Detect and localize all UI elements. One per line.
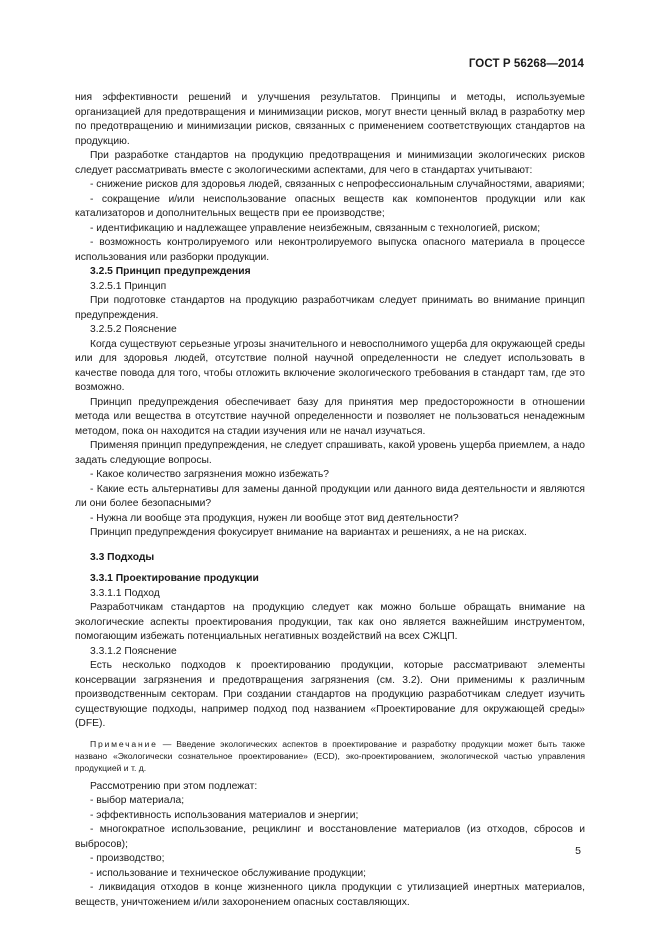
subsection-heading: 3.3.1.1 Подход [90,587,160,599]
subsection-heading: 3.2.5.1 Принцип [90,280,167,292]
paragraph: Есть несколько подходов к проектированию продукции, которые рассматривают элементы консервации загрязнения и предотвращения загрязнения (см. 3.2). Они применимы к различным производственным секторам. При создании стандартов на продукцию разработчикам следует изучить существующие подходы, например подход под названием «Проектирование для окружающей среды» (DFE). [75,660,585,729]
document-code: ГОСТ Р 56268—2014 [468,58,584,70]
list-item: - возможность контролируемого или неконтролируемого выпуска опасного материала в процессе использования или разборки продукции. [75,237,585,263]
section-heading-3-3: 3.3 Подходы [90,551,155,563]
list-item: - многократное использование, рециклинг и восстановление материалов (из отходов, сбросов и выбросов); [75,824,585,850]
subsection-heading: 3.2.5.2 Пояснение [90,324,177,335]
list-item: - Какие есть альтернативы для замены данной продукции или данного вида деятельности и являются ли они более безопасными? [75,483,585,509]
note [75,738,585,774]
list-item: - идентификацию и надлежащее управление неизбежным, связанным с технологией, риском; [90,222,541,234]
section-heading-3-3-1: 3.3.1 Проектирование продукции [90,573,259,584]
paragraph: При подготовке стандартов на продукцию разработчикам следует принимать во внимание принцип предупреждения. [75,295,585,321]
list-item: - эффективность использования материалов и энергии; [90,809,359,821]
page-body [75,91,585,910]
page-number: 5 [575,845,581,857]
paragraph: Разработчикам стандартов на продукцию следует как можно больше обращать внимание на экологические аспекты проектирования продукции, так как оно является важнейшим инструментом, помогающим избежать потенциальных негативных воздействий на всех СЖЦП. [75,602,585,642]
paragraph: Рассмотрению при этом подлежат: [90,780,258,792]
paragraph: Применяя принцип предупреждения, не следует спрашивать, какой уровень ущерба приемлем, а надо задать следующие вопросы. [75,440,585,466]
subsection-heading: 3.3.1.2 Пояснение [90,645,177,657]
list-item: - Нужна ли вообще эта продукция, нужен ли вообще этот вид деятельности? [90,512,459,524]
paragraph: Принцип предупреждения фокусирует внимание на вариантах и решениях, а не на рисках. [90,527,527,538]
note-text: — Введение экологических аспектов в проектирование и разработку продукции может быть также названо «Экологически сознательное проектирование» (ECD), эко-проектированием, экологической частью управления продукцией и т. д. [75,738,585,773]
paragraph: ния эффективности решений и улучшения результатов. Принципы и методы, используемые организацией для предотвращения и минимизации рисков, могут внести ценный вклад в разработку мер по предотвращению и минимизации рисков, связанных с применением соответствующих стандартов на продукцию. [75,92,585,147]
list-item: - Какое количество загрязнения можно избежать? [90,469,329,480]
paragraph: Принцип предупреждения обеспечивает базу для принятия мер предосторожности в отношении метода или вещества в отсутствие научной определенности и позволяет не пользоваться ненадежным методом, пока он находится на стадии изучения или не начал изучаться. [75,396,585,437]
list-item: - использование и техническое обслуживание продукции; [90,867,366,879]
paragraph: При разработке стандартов на продукцию предотвращения и минимизации экологических рисков следует рассматривать вместе с экологическими аспектами, для чего в стандартах учитывают: [75,150,585,176]
list-item: - сокращение и/или неиспользование опасных веществ как компонентов продукции или как катализаторов и дополнительных веществ при ее производстве; [75,193,585,219]
list-item: - ликвидация отходов в конце жизненного цикла продукции с утилизацией инертных материалов, веществ, уничтожением и/или захоронением опасных составляющих. [75,882,585,908]
list-item: - снижение рисков для здоровья людей, связанных с непрофессиональным случайностями, авариями; [90,179,585,190]
list-item: - выбор материала; [90,795,185,806]
note-label: Примечание [90,738,158,749]
paragraph: Когда существуют серьезные угрозы значительного и невосполнимого ущерба для окружающей среды или для здоровья людей, отсутствие полной научной определенности не следует использовать в качестве повода для того, чтобы отложить включение экологического требования в стандарт там, где это возможно. [75,338,585,393]
list-item: - производство; [90,853,165,864]
section-heading-3-2-5: 3.2.5 Принцип предупреждения [90,266,251,277]
